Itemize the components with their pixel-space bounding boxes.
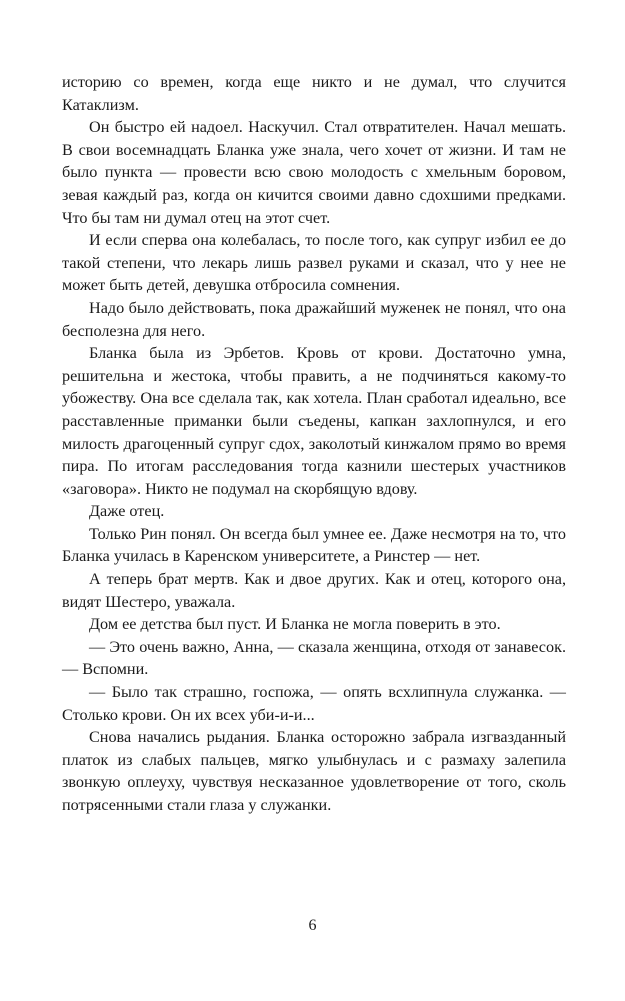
- paragraph: Бланка была из Эрбетов. Кровь от крови. Достаточно умна, решительна и жестока, чтобы править, а не подчиняться какому-то убожеству. Она все сделала так, как хотела. План сработал идеально, все расставленные приманки были съедены, капкан захлопнулся, и его милость драгоценный супруг сдох, заколотый кинжалом прямо во время пира. По итогам расследования тогда казнили шестерых участников «заговора». Никто не подумал на скорбящую вдову.: [62, 344, 566, 498]
- paragraph: — Это очень важно, Анна, — сказала женщина, отходя от занавесок. — Вспомни.: [62, 637, 566, 679]
- paragraph: Он быстро ей надоел. Наскучил. Стал отвратителен. Начал мешать. В свои восемнадцать Бланка уже знала, чего хочет от жизни. И там не было пункта — провести всю свою молодость с хмельным боровом, зевая каждый раз, когда он кичится своими давно сдохшими предками. Что бы там ни думал отец на этот счет.: [62, 118, 566, 227]
- paragraph: Дом ее детства был пуст. И Бланка не могла поверить в это.: [89, 615, 501, 634]
- paragraph: И если сперва она колебалась, то после того, как супруг избил ее до такой степени, что лекарь лишь развел руками и сказал, что у нее не может быть детей, девушка отбросила сомнения.: [62, 231, 566, 295]
- paragraph: Надо было действовать, пока дражайший муженек не понял, что она бесполезна для него.: [62, 298, 566, 340]
- paragraph: А теперь брат мертв. Как и двое других. Как и отец, которого она, видят Шестеро, уважала.: [62, 570, 566, 611]
- paragraph: историю со времен, когда еще никто и не думал, что случится Катаклизм.: [62, 73, 566, 114]
- page-number: 6: [308, 917, 317, 934]
- paragraph: — Было так страшно, госпожа, — опять всхлипнула служанка. — Столько крови. Он их всех уби-и-и...: [62, 683, 566, 724]
- paragraph: Даже отец.: [89, 502, 165, 521]
- paragraph: Снова начались рыдания. Бланка осторожно забрала изгвазданный платок из слабых пальцев, мягко улыбнулась и с размаху залепила звонкую оплеуху, чувствуя несказанное удовлетворение от того, сколь потрясенными стали глаза у служанки.: [62, 728, 566, 814]
- paragraph: Только Рин понял. Он всегда был умнее ее. Даже несмотря на то, что Бланка училась в Каренском университете, а Ринстер — нет.: [62, 524, 566, 566]
- body-text: [62, 71, 566, 817]
